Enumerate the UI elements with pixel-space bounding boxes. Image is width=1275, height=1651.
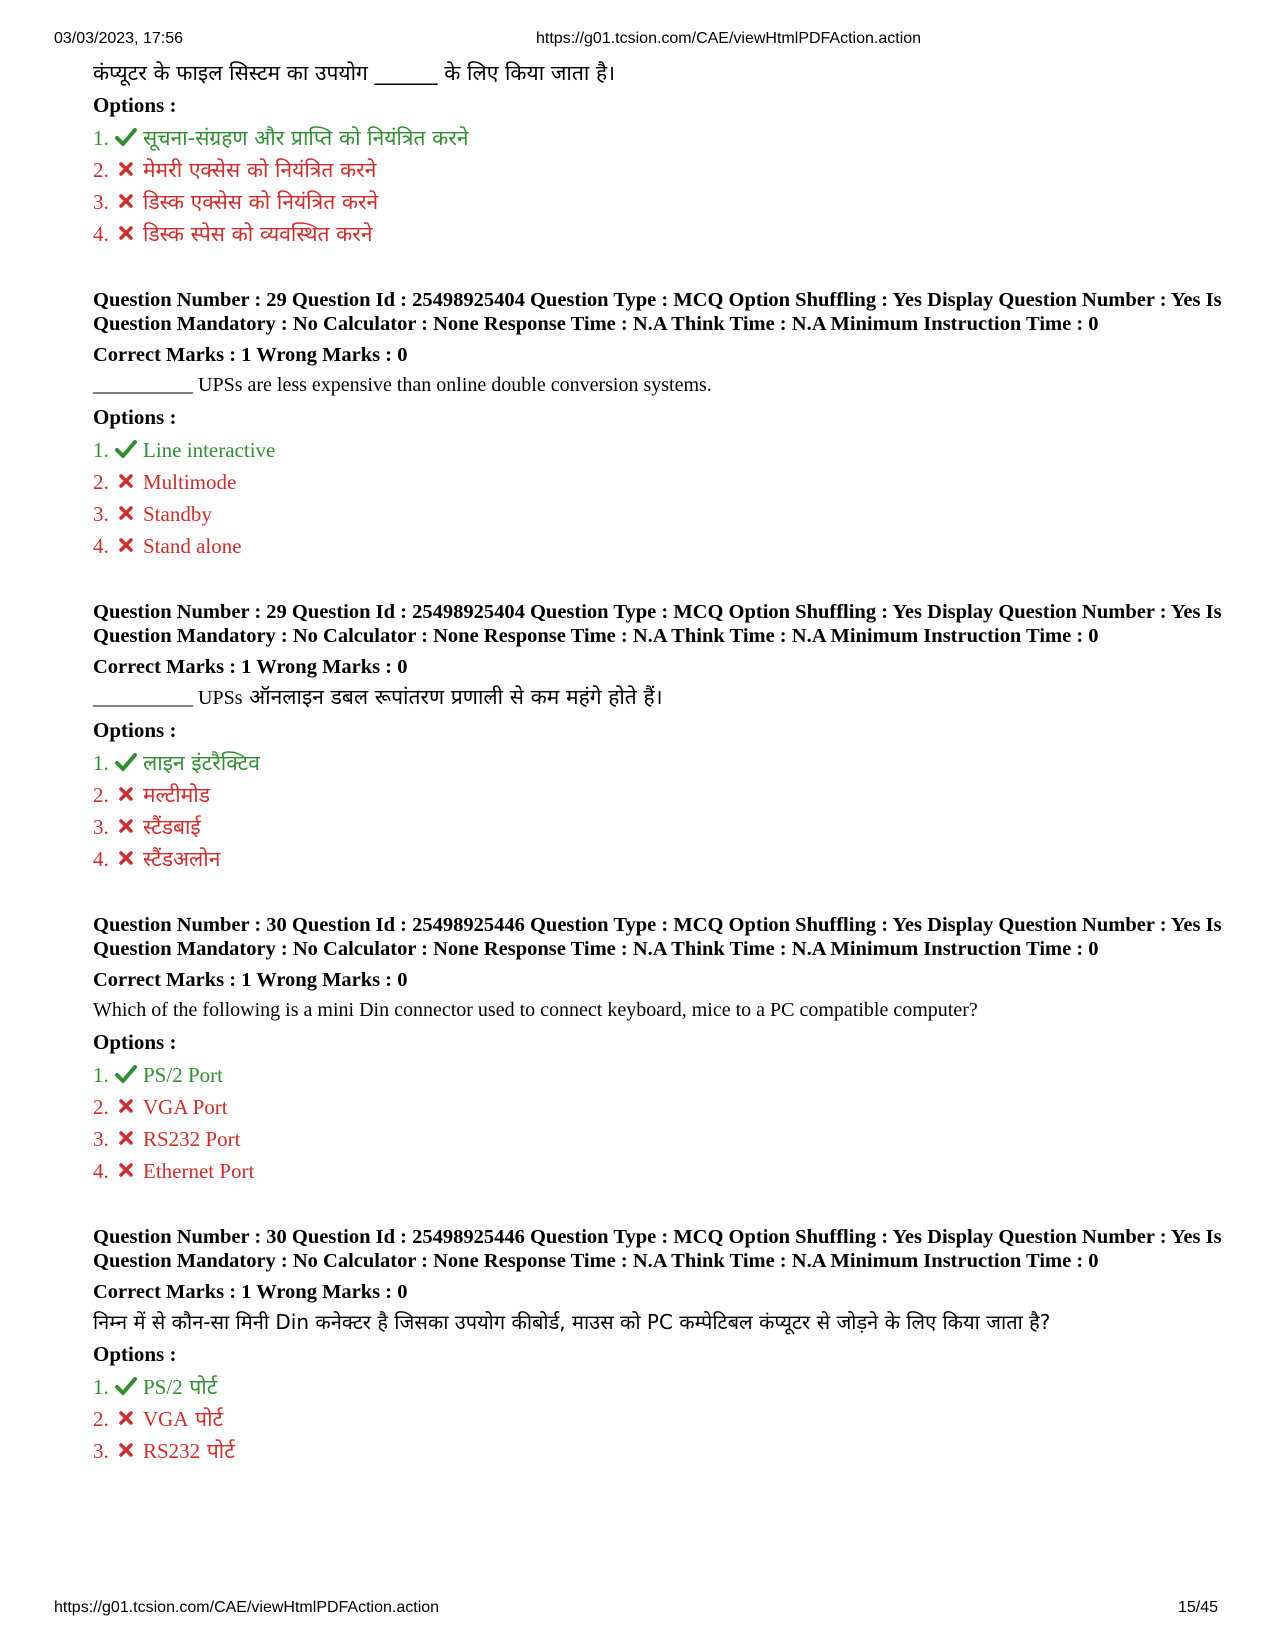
option-item [93,498,1223,530]
option-label: Line interactive [143,438,276,462]
option-number: 3. [93,502,109,526]
options-label: Options : [93,93,177,117]
options-label: Options : [93,405,177,429]
cross-icon [115,224,139,244]
cross-icon [115,849,139,869]
option-list [93,747,1223,875]
options-label: Options : [93,718,177,742]
option-label: सूचना-संग्रहण और प्राप्ति को नियंत्रित करने [143,126,469,150]
cross-icon [115,536,139,556]
option-item [93,811,1223,843]
option-item [93,1091,1223,1123]
cross-icon [115,160,139,180]
question-block-29-hi [93,600,1223,875]
check-icon [115,1065,139,1085]
option-label-en: VGA [143,1407,189,1431]
option-number: 4. [93,1159,109,1183]
option-label: स्टैंडअलोन [143,847,221,871]
cross-icon [115,1441,139,1461]
question-text: Which of the following is a mini Din connector used to connect keyboard, mice to a PC compatible computer? [93,999,978,1021]
question-text [93,682,1223,713]
option-number: 1. [93,1063,109,1087]
option-number: 2. [93,783,109,807]
question-marks: Correct Marks : 1 Wrong Marks : 0 [93,344,408,366]
question-text: कंप्यूटर के फाइल सिस्टम का उपयोग ______ के लिए किया जाता है। [93,61,616,85]
option-label: Stand alone [143,534,242,558]
option-label: लाइन इंटरैक्टिव [143,751,260,775]
question-text: निम्न में से कौन-सा मिनी Din कनेक्टर है जिसका उपयोग कीबोर्ड, माउस को PC कम्पेटिबल कंप्यूटर से जोड़ने के लिए किया जाता है? [93,1310,1051,1334]
option-label: डिस्क एक्सेस को नियंत्रित करने [143,190,379,214]
cross-icon [115,1129,139,1149]
option-item [93,1059,1223,1091]
print-footer-url: https://g01.tcsion.com/CAE/viewHtmlPDFAction.action [54,1599,440,1616]
option-list [93,1059,1223,1187]
option-number: 4. [93,847,109,871]
option-number: 4. [93,534,109,558]
question-block-29-en [93,288,1223,562]
cross-icon [115,785,139,805]
option-number: 1. [93,126,109,150]
option-item [93,1123,1223,1155]
option-item [93,466,1223,498]
option-number: 4. [93,222,109,246]
option-item [93,747,1223,779]
print-header-url: https://g01.tcsion.com/CAE/viewHtmlPDFAction.action [536,30,922,47]
question-text: __________ UPSs are less expensive than online double conversion systems. [93,374,712,396]
option-item [93,1403,1223,1435]
option-number: 2. [93,1095,109,1119]
question-text-rest: ऑनलाइन डबल रूपांतरण प्रणाली से कम महंगे होते हैं। [242,685,663,709]
option-number: 2. [93,158,109,182]
option-label: RS232 Port [143,1127,241,1151]
cross-icon [115,192,139,212]
question-meta: Question Number : 29 Question Id : 25498925404 Question Type : MCQ Option Shuffling : Yes Display Question Number : Yes Is Question Mandatory : No Calculator : None Response Time : N.A Think Time : N.A Minimum Instruction Time : 0 [93,601,1222,647]
option-label: मेमरी एक्सेस को नियंत्रित करने [143,158,377,182]
option-number: 1. [93,1375,109,1399]
cross-icon [115,504,139,524]
option-number: 2. [93,470,109,494]
option-item [93,779,1223,811]
option-item [93,186,1223,218]
option-item [93,1155,1223,1187]
option-item [93,218,1223,250]
option-item [93,122,1223,154]
question-block-continued [93,58,1223,250]
check-icon [115,1377,139,1397]
option-list [93,434,1223,562]
option-label-en: PS/2 [143,1375,183,1399]
question-marks: Correct Marks : 1 Wrong Marks : 0 [93,969,408,991]
option-label: स्टैंडबाई [143,815,201,839]
check-icon [115,440,139,460]
option-label-hi: पोर्ट [200,1439,235,1463]
options-label: Options : [93,1030,177,1054]
question-meta: Question Number : 30 Question Id : 25498925446 Question Type : MCQ Option Shuffling : Yes Display Question Number : Yes Is Question Mandatory : No Calculator : None Response Time : N.A Think Time : N.A Minimum Instruction Time : 0 [93,1226,1222,1272]
print-datetime: 03/03/2023, 17:56 [54,30,184,47]
option-label: PS/2 Port [143,1063,223,1087]
cross-icon [115,1409,139,1429]
cross-icon [115,817,139,837]
question-block-30-en [93,913,1223,1187]
option-label: Ethernet Port [143,1159,255,1183]
cross-icon [115,1161,139,1181]
question-meta: Question Number : 30 Question Id : 25498925446 Question Type : MCQ Option Shuffling : Yes Display Question Number : Yes Is Question Mandatory : No Calculator : None Response Time : N.A Think Time : N.A Minimum Instruction Time : 0 [93,914,1222,960]
option-item [93,434,1223,466]
question-paper-content [93,58,1223,1467]
check-icon [115,128,139,148]
option-number: 3. [93,1127,109,1151]
option-item [93,1371,1223,1403]
question-marks: Correct Marks : 1 Wrong Marks : 0 [93,656,408,678]
question-marks: Correct Marks : 1 Wrong Marks : 0 [93,1281,408,1303]
option-item [93,1435,1223,1467]
option-number: 1. [93,438,109,462]
option-label-hi: पोर्ट [188,1407,224,1431]
option-number: 3. [93,190,109,214]
check-icon [115,753,139,773]
option-number: 2. [93,1407,109,1431]
option-number: 1. [93,751,109,775]
option-label: मल्टीमोड [143,783,210,807]
option-label: VGA Port [143,1095,228,1119]
question-block-30-hi [93,1225,1223,1467]
option-item [93,154,1223,186]
option-label-en: RS232 [143,1439,201,1463]
page-number: 15/45 [1178,1599,1219,1616]
question-meta: Question Number : 29 Question Id : 25498925404 Question Type : MCQ Option Shuffling : Yes Display Question Number : Yes Is Question Mandatory : No Calculator : None Response Time : N.A Think Time : N.A Minimum Instruction Time : 0 [93,289,1222,335]
option-item [93,530,1223,562]
option-list [93,1371,1223,1467]
option-number: 3. [93,1439,109,1463]
options-label: Options : [93,1342,177,1366]
option-label: Multimode [143,470,237,494]
option-list [93,122,1223,250]
option-item [93,843,1223,875]
cross-icon [115,1097,139,1117]
option-label-hi: पोर्ट [182,1375,218,1399]
option-label: Standby [143,502,212,526]
question-text-prefix: __________ UPSs [93,687,243,709]
option-label: डिस्क स्पेस को व्यवस्थित करने [143,222,373,246]
option-number: 3. [93,815,109,839]
cross-icon [115,472,139,492]
